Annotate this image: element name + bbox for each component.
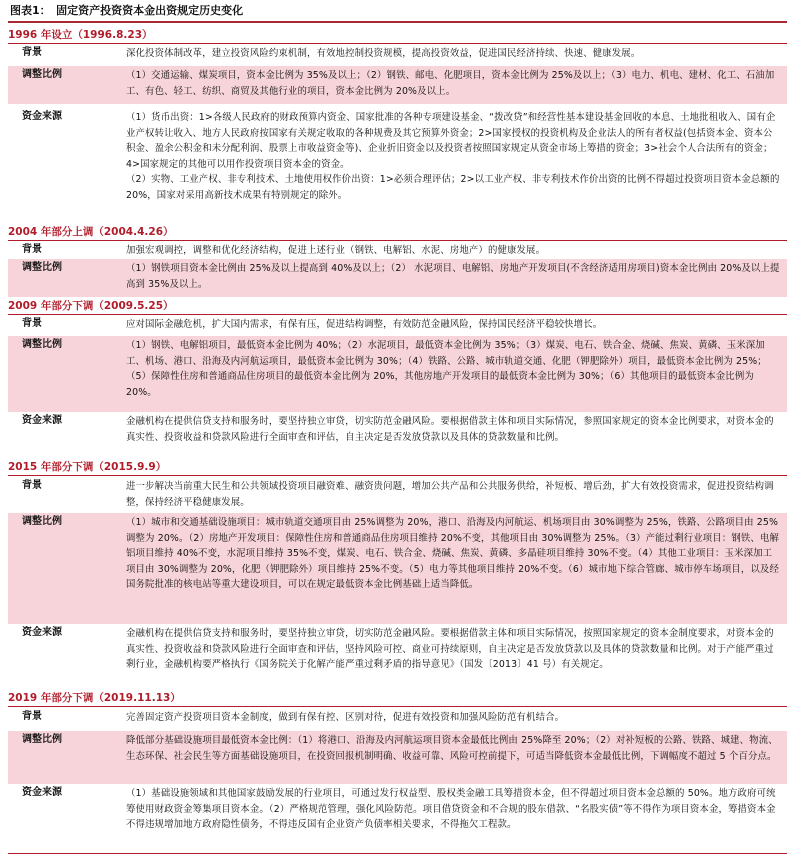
table-row (8, 108, 787, 212)
row-label: 资金来源 (22, 787, 62, 798)
row-paragraph: 进一步解决当前重大民生和公共领域投资项目融资难、融资贵问题，增加公共产品和公共服务供给，补短板、增后劲，扩大有效投资需求，促进投资结构调整，保持经济平稳健康发展。 (126, 481, 774, 508)
row-content (126, 479, 781, 510)
section-header (8, 298, 787, 314)
table-row (8, 513, 787, 624)
row-paragraph: 深化投资体制改革，建立投资风险约束机制，有效地控制投资规模，提高投资效益，促进国民经济持续、快速、健康发展。 (126, 48, 641, 59)
table-row (8, 731, 787, 784)
row-label: 资金来源 (22, 111, 62, 122)
row-paragraph: 加强宏观调控，调整和优化经济结构，促进上述行业（钢铁、电解铝、水泥、房地产）的健康发展。 (126, 245, 546, 256)
row-content (126, 338, 781, 400)
row-paragraph: 降低部分基础设施项目最低资本金比例：（1）将港口、沿海及内河航运项目资本金最低比例由 25%降至 20%；（2）对补短板的公路、铁路、城建、物流、生态环保、社会民生等方面基础设施项目，在投资回报机制明确、收益可靠、风险可控前提下，可适当降低资本金最低比例，下调幅度不超过 5 个百分点。 (126, 735, 778, 762)
figure-title: 图表1： 固定资产投资资本金出资规定历史变化 (8, 0, 787, 23)
row-label: 调整比例 (22, 69, 62, 80)
row-paragraph: （1）交通运输、煤炭项目，资本金比例为 35%及以上；（2）钢铁、邮电、化肥项目，资本金比例为 25%及以上；（3）电力、机电、建材、化工、石油加工、有色、轻工、纺织、商贸及其他行业的项目，资本金比例为 20%及以上。 (126, 70, 775, 97)
row-label: 调整比例 (22, 734, 62, 745)
row-paragraph: 应对国际金融危机，扩大国内需求，有保有压，促进结构调整，有效防范金融风险，保持国民经济平稳较快增长。 (126, 319, 603, 330)
row-label: 背景 (22, 480, 42, 491)
row-label: 背景 (22, 318, 42, 329)
row-label: 背景 (22, 244, 42, 255)
section-header (8, 690, 787, 706)
row-content (126, 68, 781, 99)
row-paragraph: 金融机构在提供信贷支持和服务时，要坚持独立审贷，切实防范金融风险。要根据借款主体和项目实际情况，按照国家规定的资本金制度要求，对资本金的真实性、投资收益和贷款风险进行全面审查和评估，坚持风险可控、商业可持续原则，自主决定是否发放贷款以及具体的贷款数量和比例。对于产能严重过剩行业，金融机构要严格执行《国务院关于化解产能严重过剩矛盾的指导意见》（国发〔2013〕41 号）有关规定。 (126, 628, 774, 671)
row-label: 资金来源 (22, 627, 62, 638)
table-bottom-border (8, 853, 787, 854)
row-content (126, 626, 781, 673)
row-paragraph: （1）城市和交通基础设施项目：城市轨道交通项目由 25%调整为 20%，港口、沿海及内河航运、机场项目由 30%调整为 25%，铁路、公路项目由 25%调整为 20%。（2）房地产开发项目：保障性住房和普通商品住房项目维持 20%不变，其他项目由 30%调整为 25%。（3）产能过剩行业项目：钢铁、电解铝项目维持 40%不变，水泥项目维持 35%不变，煤炭、电石、铁合金、烧碱、焦炭、黄磷、多晶硅项目维持 30%不变。（4）其他工业项目：玉米深加工项目由 30%调整为 20%，化肥（钾肥除外）项目维持 25%不变。（5）电力等其他项目维持 20%不变。（6）城市地下综合管廊、城市停车场项目，以及经国务院批准的核电站等重大建设项目，可以在规定最低资本金比例基础上适当降低。 (126, 517, 779, 591)
row-paragraph: （1）货币出资：1>各级人民政府的财政预算内资金、国家批准的各种专项建设基金、“拨改贷”和经营性基本建设基金回收的本息、土地批租收入、国有企业产权转让收入、地方人民政府按国家有关规定收取的各种规费及其它预算外资金；2>国家授权的投资机构及企业法人的所有者权益(包括资本金、资本公积金、盈余公积金和未分配利润、股票上市收益资金等)、企业折旧资金以及投资者按照国家规定从资金市场上筹措的资金；3>社会个人合法所有的资金；4>国家规定的其他可以用作投资项目资本金的资金。 (126, 112, 776, 170)
row-paragraph: 金融机构在提供信贷支持和服务时，要坚持独立审贷，切实防范金融风险。要根据借款主体和项目实际情况，参照国家规定的资本金比例要求，对资本金的真实性、投资收益和贷款风险进行全面审查和评估，自主决定是否发放贷款以及具体的贷款数量和比例。 (126, 416, 774, 443)
table-row (8, 259, 787, 297)
row-paragraph: （1）钢铁项目资本金比例由 25%及以上提高到 40%及以上；（2） 水泥项目、电解铝、房地产开发项目(不含经济适用房项目)资本金比例由 20%及以上提高到 35%及以上。 (126, 263, 780, 290)
table-row (8, 315, 787, 336)
row-content (126, 46, 781, 62)
table-row (8, 412, 787, 457)
row-label: 调整比例 (22, 516, 62, 527)
section-header-text: 1996 年设立（1996.8.23） (8, 29, 153, 41)
row-content (126, 243, 781, 259)
section-header-text: 2004 年部分上调（2004.4.26） (8, 226, 174, 238)
row-content (126, 414, 781, 445)
section-header-text: 2019 年部分下调（2019.11.13） (8, 692, 181, 704)
table-row (8, 477, 787, 513)
section-header (8, 459, 787, 475)
section-header (8, 224, 787, 240)
row-content (126, 786, 781, 833)
section-divider (8, 706, 787, 707)
section-header (8, 27, 787, 43)
row-label: 资金来源 (22, 415, 62, 426)
row-paragraph: （1）基础设施领域和其他国家鼓励发展的行业项目，可通过发行权益型、股权类金融工具筹措资本金，但不得超过项目资本金总额的 50%。地方政府可统筹使用财政资金筹集项目资本金。（2）严格规范管理，强化风险防范。项目借贷资金和不合规的股东借款、“名股实债”等不得作为项目资本金，筹措资本金不得违规增加地方政府隐性债务，不得违反国有企业资产负债率相关要求，不得拖欠工程款。 (126, 788, 776, 831)
row-content (126, 515, 781, 593)
row-paragraph: （1）钢铁、电解铝项目，最低资本金比例为 40%；（2）水泥项目，最低资本金比例为 35%；（3）煤炭、电石、铁合金、烧碱、焦炭、黄磷、玉米深加工、机场、港口、沿海及内河航运项目，最低资本金比例为 30%；（4）铁路、公路、城市轨道交通、化肥（钾肥除外）项目，最低资本金比例为 25%；（5）保障性住房和普通商品住房项目的最低资本金比例为 20%，其他房地产开发项目的最低资本金比例为 30%；（6）其他项目的最低资本金比例为 20%。 (126, 340, 767, 398)
table-row (8, 784, 787, 852)
row-label: 背景 (22, 711, 42, 722)
table-row (8, 241, 787, 259)
row-paragraph: （2）实物、工业产权、非专利技术、土地使用权作价出资：1>必须合理评估；2>以工业产权、非专利技术作价出资的比例不得超过投资项目资本金总额的 20%，国家对采用高新技术成果有特别规定的除外。 (126, 174, 780, 201)
row-label: 调整比例 (22, 339, 62, 350)
table-row (8, 66, 787, 104)
row-content (126, 261, 781, 292)
table-row (8, 336, 787, 412)
row-label: 背景 (22, 47, 42, 58)
table-row (8, 708, 787, 731)
table-row (8, 624, 787, 688)
row-content (126, 733, 781, 764)
section-header-text: 2009 年部分下调（2009.5.25） (8, 300, 174, 312)
section-header-text: 2015 年部分下调（2015.9.9） (8, 461, 167, 473)
row-content (126, 710, 781, 726)
row-paragraph: 完善固定资产投资项目资本金制度，做到有保有控、区别对待，促进有效投资和加强风险防范有机结合。 (126, 712, 565, 723)
row-label: 调整比例 (22, 262, 62, 273)
table-row (8, 44, 787, 66)
section-divider (8, 475, 787, 476)
row-content (126, 110, 781, 204)
row-content (126, 317, 781, 333)
